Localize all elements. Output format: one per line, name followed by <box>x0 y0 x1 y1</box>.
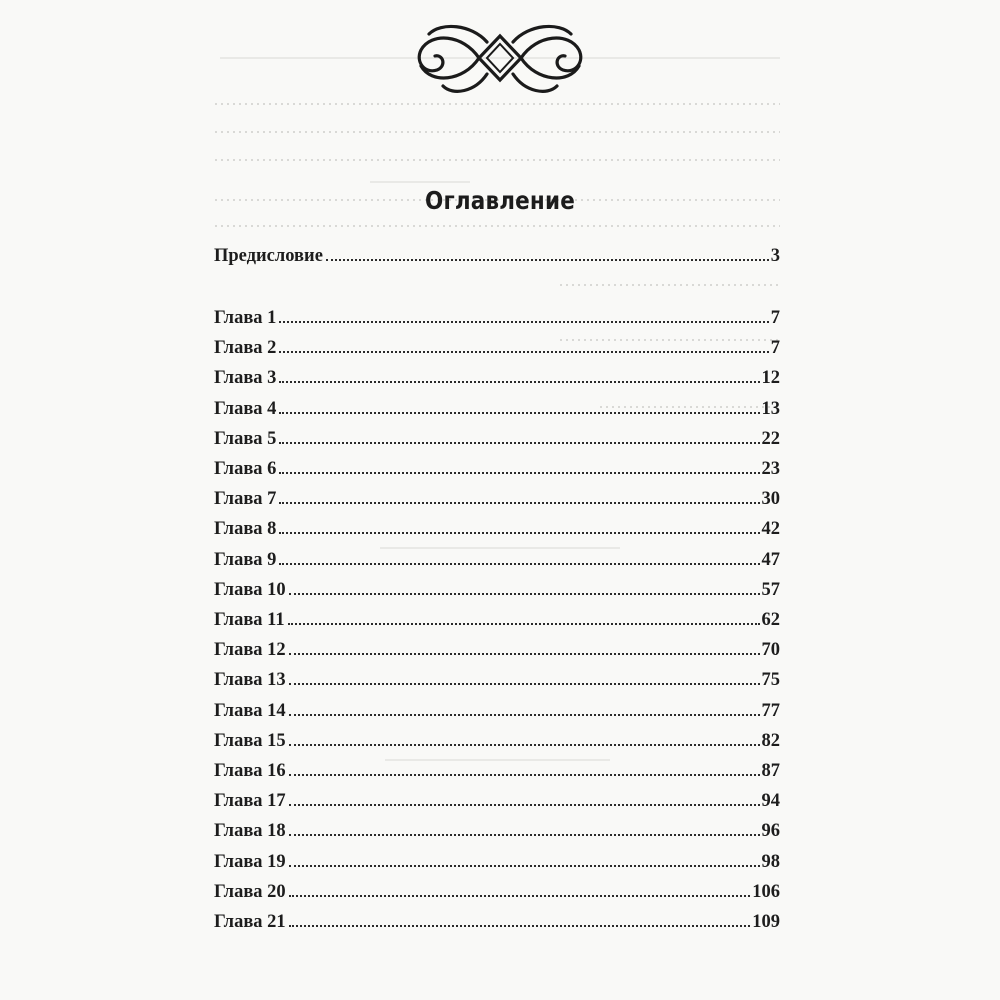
toc-entry-chapter-19 <box>214 849 780 873</box>
dot-leader <box>289 833 760 836</box>
toc-entry-preface <box>214 243 780 267</box>
dot-leader <box>279 441 759 444</box>
dot-leader <box>279 471 759 474</box>
dot-leader <box>279 320 768 323</box>
dot-leader <box>289 773 760 776</box>
toc-entry-page-number: 12 <box>761 368 780 389</box>
toc-entry-chapter-4 <box>214 396 780 420</box>
dot-leader <box>279 411 759 414</box>
toc-entry-label: Глава 5 <box>214 428 277 449</box>
dot-leader <box>279 562 759 565</box>
toc-entry-page-number: 57 <box>761 579 780 600</box>
toc-entry-page-number: 109 <box>752 912 780 932</box>
toc-entry-label: Глава 17 <box>214 791 286 812</box>
dot-leader <box>289 803 760 806</box>
toc-entry-page-number: 77 <box>761 700 780 721</box>
toc-entry-label: Глава 10 <box>214 579 286 600</box>
toc-entry-chapter-9 <box>214 547 780 571</box>
toc-entry-label: Глава 2 <box>214 338 277 359</box>
toc-entry-label: Глава 8 <box>214 519 277 540</box>
toc-entry-page-number: 75 <box>761 670 780 691</box>
toc-entry-chapter-14 <box>214 698 780 722</box>
toc-entry-chapter-8 <box>214 516 780 540</box>
toc-entry-page-number: 22 <box>761 428 780 449</box>
dot-leader <box>289 864 760 867</box>
toc-entry-label: Глава 6 <box>214 459 277 479</box>
toc-entry-label: Глава 7 <box>214 489 277 510</box>
toc-entry-page-number: 98 <box>761 851 780 872</box>
toc-entry-chapter-20 <box>214 879 780 903</box>
dot-leader <box>289 743 760 746</box>
toc-entry-chapter-18 <box>214 818 780 842</box>
toc-entry-page-number: 30 <box>761 489 780 510</box>
toc-entry-page-number: 3 <box>770 246 780 266</box>
toc-entry-label: Глава 12 <box>214 640 286 661</box>
toc-entry-label: Глава 11 <box>214 610 285 630</box>
dot-leader <box>289 713 760 716</box>
toc-entry-chapter-6 <box>214 456 780 480</box>
dot-leader <box>279 380 759 383</box>
dot-leader <box>279 531 759 534</box>
page-title: Оглавление <box>425 186 575 215</box>
toc-entry-chapter-17 <box>214 788 780 812</box>
toc-entry-label: Глава 21 <box>214 912 286 932</box>
toc-entry-chapter-11 <box>214 607 780 631</box>
dot-leader <box>289 894 751 897</box>
toc-entry-chapter-1 <box>214 305 780 329</box>
toc-entry-page-number: 94 <box>761 791 780 812</box>
scroll-ornament-icon <box>409 16 591 100</box>
toc-entry-label: Глава 14 <box>214 700 286 721</box>
toc-entry-label: Предисловие <box>214 246 323 266</box>
toc-entry-page-number: 7 <box>770 308 780 328</box>
dot-leader <box>289 924 751 927</box>
toc-entry-page-number: 23 <box>761 459 780 479</box>
toc-entry-chapter-10 <box>214 577 780 601</box>
toc-entry-chapter-2 <box>214 335 780 359</box>
toc-entry-label: Глава 4 <box>214 398 277 419</box>
toc-entry-chapter-12 <box>214 637 780 661</box>
toc-entry-label: Глава 16 <box>214 761 286 781</box>
toc-entry-page-number: 82 <box>761 730 780 751</box>
toc-entry-chapter-15 <box>214 728 780 752</box>
toc-entry-chapter-3 <box>214 365 780 389</box>
toc-entry-label: Глава 9 <box>214 549 277 570</box>
toc-entry-page-number: 7 <box>770 338 780 359</box>
toc-entry-chapter-13 <box>214 667 780 691</box>
toc-entry-page-number: 47 <box>761 549 780 570</box>
toc-entry-page-number: 87 <box>761 761 780 781</box>
dot-leader <box>289 652 760 655</box>
dot-leader <box>289 592 760 595</box>
toc-entry-label: Глава 1 <box>214 308 277 328</box>
dot-leader <box>288 622 760 625</box>
toc-entry-chapter-21 <box>214 909 780 933</box>
toc-entry-label: Глава 13 <box>214 670 286 691</box>
toc-entry-page-number: 13 <box>761 398 780 419</box>
toc-entry-chapter-16 <box>214 758 780 782</box>
dot-leader <box>289 682 760 685</box>
dot-leader <box>279 350 768 353</box>
toc-entry-label: Глава 19 <box>214 851 286 872</box>
toc-entry-chapter-7 <box>214 486 780 510</box>
toc-entry-label: Глава 18 <box>214 821 286 842</box>
dot-leader <box>279 501 759 504</box>
toc-entry-label: Глава 20 <box>214 881 286 902</box>
toc-entry-label: Глава 15 <box>214 730 286 751</box>
toc-entry-page-number: 96 <box>761 821 780 842</box>
toc-entry-label: Глава 3 <box>214 368 277 389</box>
toc-entry-page-number: 62 <box>761 610 780 630</box>
toc-entry-page-number: 42 <box>761 519 780 540</box>
toc-entry-page-number: 70 <box>761 640 780 661</box>
dot-leader <box>326 258 769 261</box>
toc-entry-page-number: 106 <box>752 881 780 902</box>
toc-entry-chapter-5 <box>214 426 780 450</box>
